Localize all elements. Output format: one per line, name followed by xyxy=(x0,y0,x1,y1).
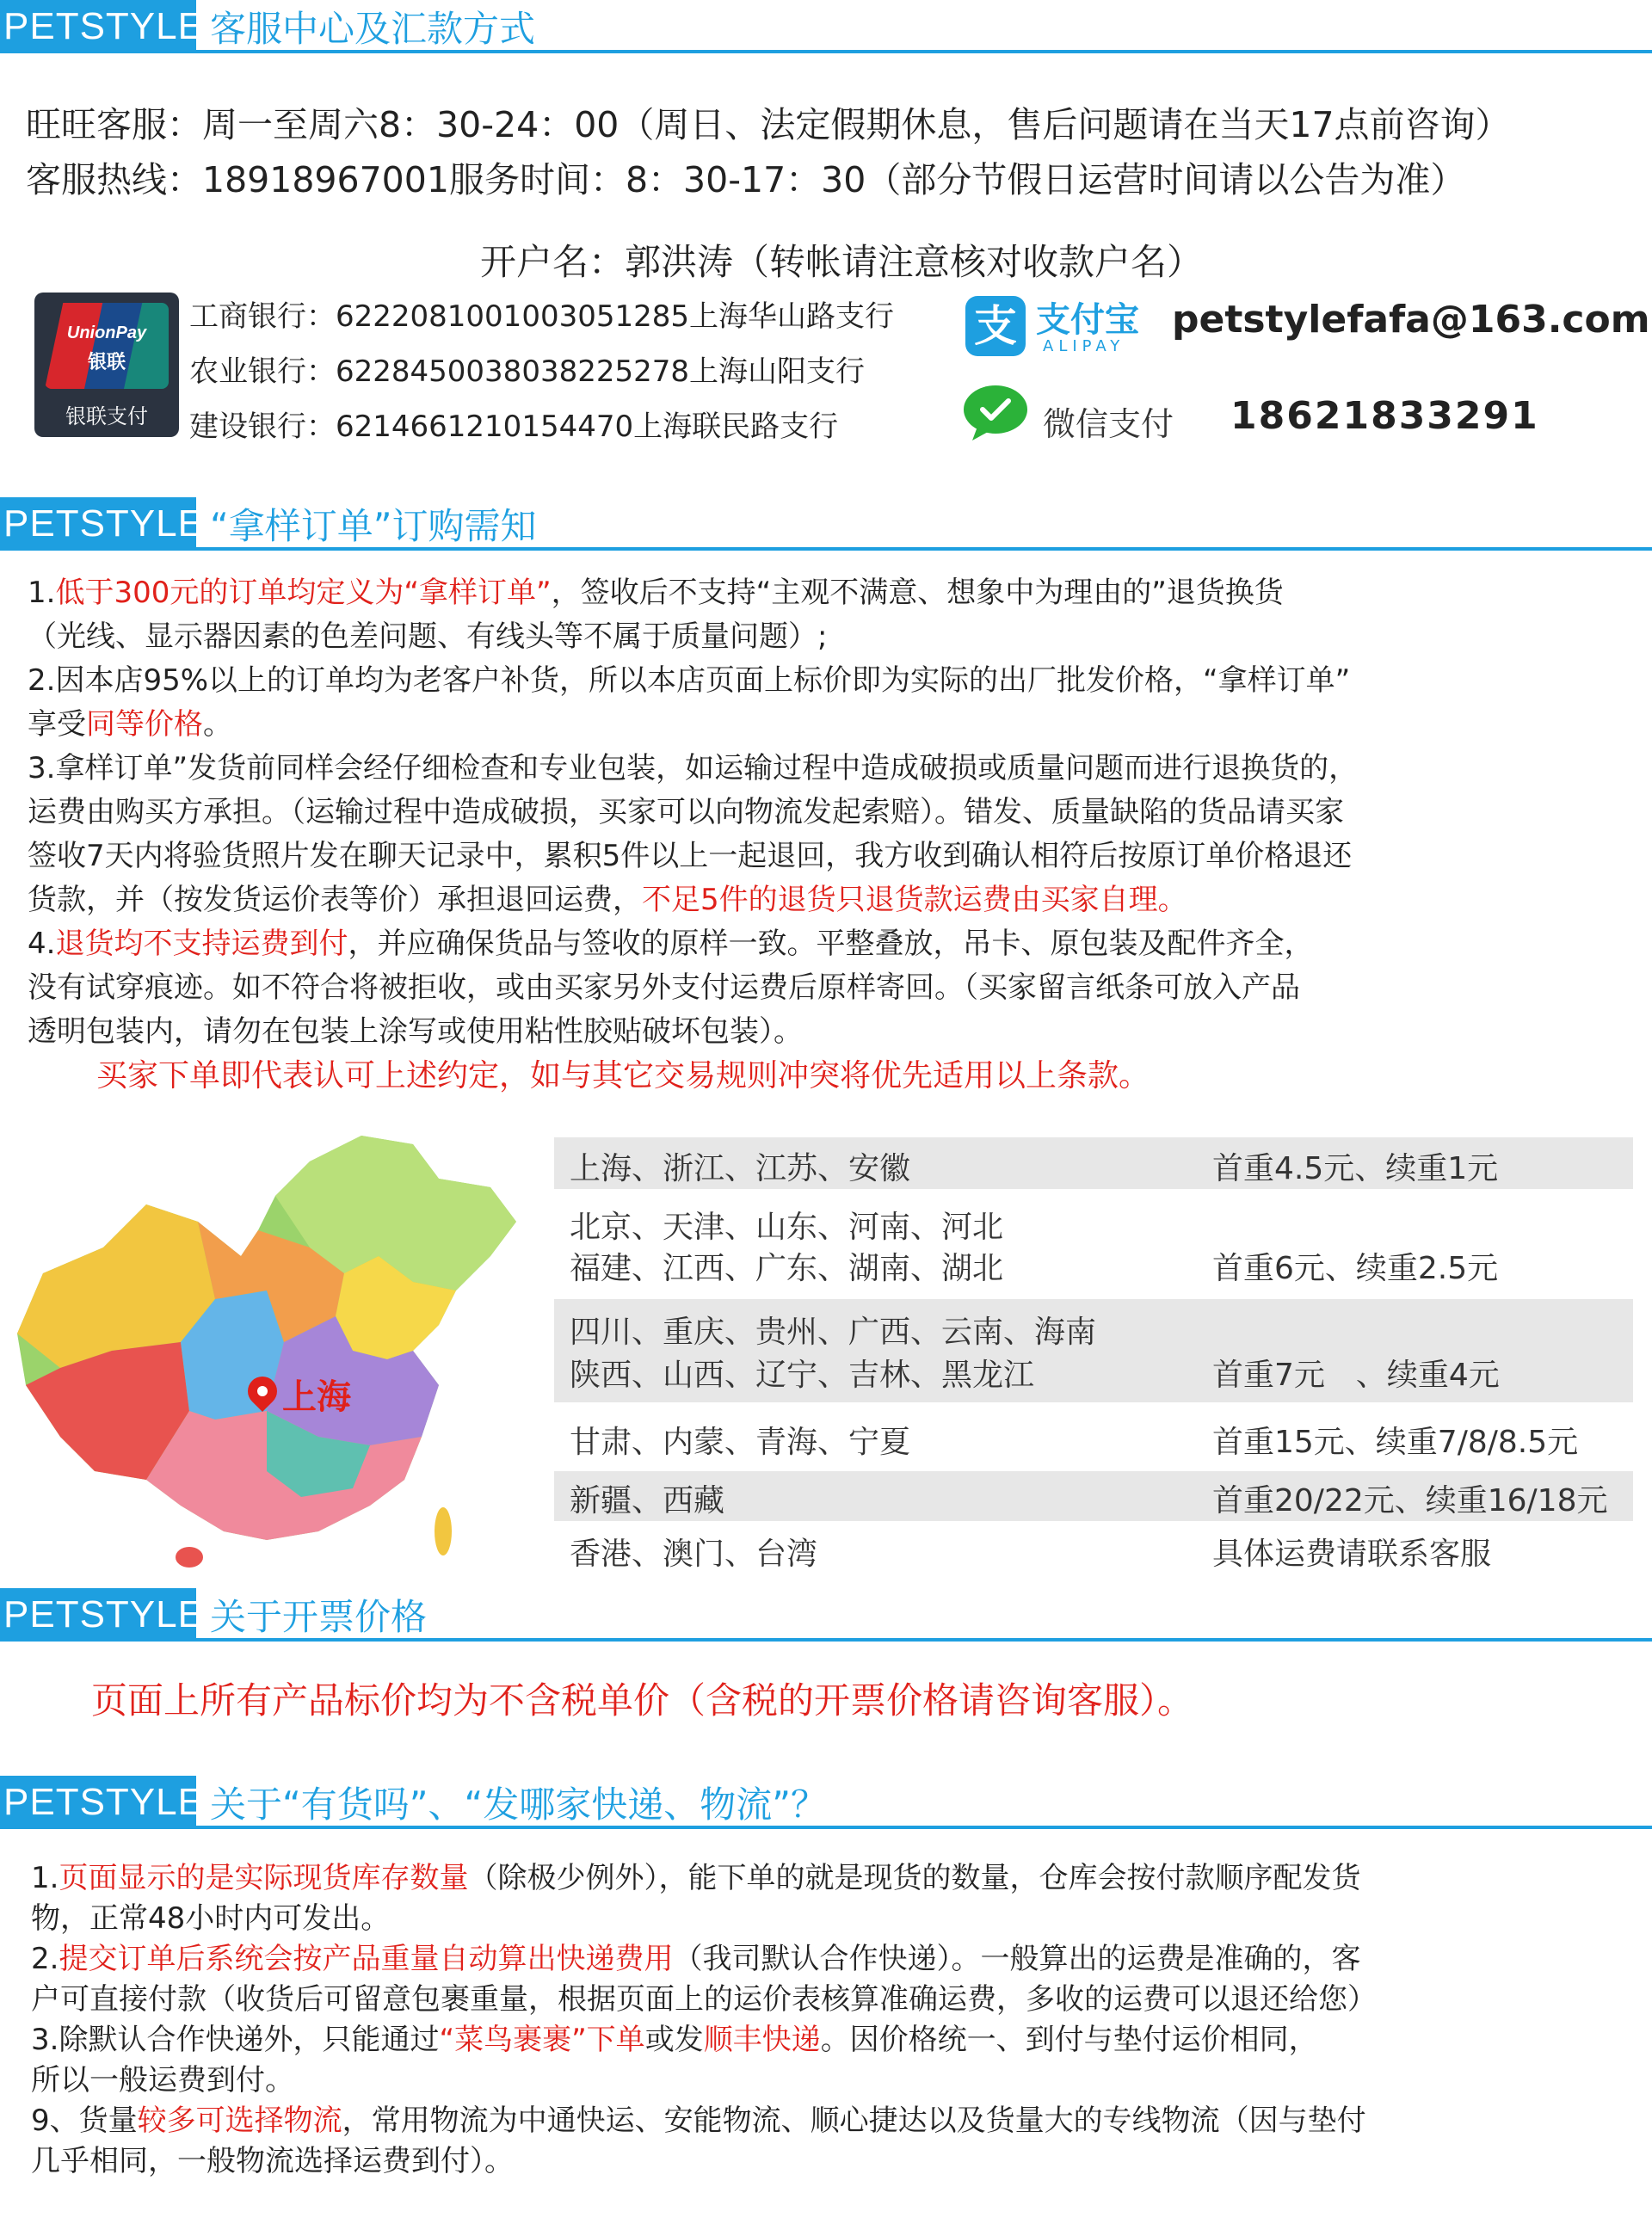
term-line: 所以一般运费到付。 xyxy=(31,2063,294,2097)
stock-shipping-terms xyxy=(31,1858,1649,2182)
term-line: 签收7天内将验货照片发在聊天记录中，累积5件以上一起退回，我方收到确认相符后按原订单价格退还 xyxy=(28,839,1353,873)
alipay-account: petstylefafa@163.com xyxy=(1172,298,1650,342)
shipping-rate-row: 香港、澳门、台湾 具体运费请联系客服 xyxy=(570,1537,1492,1572)
unionpay-logo xyxy=(34,293,179,437)
hotline-text: 客服热线：18918967001服务时间：8：30-17：30（部分节假日运营时间请以公告为准） xyxy=(26,159,1466,200)
section-title: 关于“有货吗”、“发哪家快递、物流”？ xyxy=(210,1783,828,1826)
term-line: 透明包装内，请勿在包装上涂写或使用粘性胶贴破坏包装）。 xyxy=(28,1014,803,1049)
brand-label: PETSTYLE xyxy=(0,0,196,53)
shipping-rate-row: 上海、浙江、江苏、安徽 首重4.5元、续重1元 xyxy=(554,1137,1633,1189)
section-title: 客服中心及汇款方式 xyxy=(210,8,536,50)
term-line: 几乎相同，一般物流选择运费到付）。 xyxy=(31,2144,514,2178)
term-line: 1.低于300元的订单均定义为“拿样订单”，签收后不支持“主观不满意、想象中为理由的”退货换货 xyxy=(28,576,1284,610)
sample-order-terms xyxy=(28,571,1645,1098)
term-notice: 买家下单即代表认可上述约定，如与其它交易规则冲突将优先适用以上条款。 xyxy=(96,1058,1150,1093)
invoice-note: 页面上所有产品标价均为不含税单价（含税的开票价格请咨询客服）。 xyxy=(91,1679,1194,1722)
bank-account-icbc: 工商银行：6222081001003051285上海华山路支行 xyxy=(189,299,895,334)
wechat-pay-name: 微信支付 xyxy=(1043,405,1174,443)
divider xyxy=(196,50,1652,53)
shipping-rate-row: 北京、天津、山东、河南、河北 福建、江西、广东、湖南、湖北 首重6元、续重2.5元 xyxy=(570,1210,1499,1286)
divider xyxy=(196,547,1652,551)
unionpay-icon: UnionPay 银联 xyxy=(45,303,169,389)
section-header-invoice xyxy=(0,1588,1652,1642)
term-line: 货款，并（按发货运价表等价）承担退回运费，不足5件的退货只退货款运费由买家自理。 xyxy=(28,883,1187,917)
unionpay-caption: 银联支付 xyxy=(65,404,148,428)
china-map xyxy=(9,1127,551,1592)
section-header-sample-order xyxy=(0,497,1652,551)
term-line: 2.因本店95%以上的订单均为老客户补货，所以本店页面上标价即为实际的出厂批发价格，“拿样订单” xyxy=(28,663,1351,698)
wangwang-service-text: 旺旺客服：周一至周六8：30-24：00（周日、法定假期休息，售后问题请在当天17点前咨询） xyxy=(26,104,1511,145)
wechat-account: 18621833291 xyxy=(1230,394,1539,438)
shipping-rate-row: 甘肃、内蒙、青海、宁夏 首重15元、续重7/8/8.5元 xyxy=(570,1425,1579,1460)
brand-label: PETSTYLE xyxy=(0,1776,196,1829)
wechat-icon xyxy=(962,384,1029,439)
term-line: 没有试穿痕迹。如不符合将被拒收，或由买家另外支付运费后原样寄回。（买家留言纸条可放入产品 xyxy=(28,970,1300,1005)
shipping-rate-row: 新疆、西藏 首重20/22元、续重16/18元 xyxy=(554,1471,1633,1521)
term-line: 物，正常48小时内可发出。 xyxy=(31,1901,391,1936)
term-line: 4.退货均不支持运费到付，并应确保货品与签收的原样一致。平整叠放，吊卡、原包装及配件齐全， xyxy=(28,927,1314,961)
divider xyxy=(196,1638,1652,1642)
divider xyxy=(196,1826,1652,1829)
section-header-stock-shipping xyxy=(0,1776,1652,1829)
term-line: 3.拿样订单”发货前同样会经仔细检查和专业包装，如运输过程中造成破损或质量问题而进行退换货的， xyxy=(28,751,1359,785)
term-line: 2.提交订单后系统会按产品重量自动算出快递费用（我司默认合作快递）。一般算出的运费是准确的，客 xyxy=(31,1942,1361,1976)
map-pin-label: 上海 xyxy=(282,1377,351,1417)
section-header-service xyxy=(0,0,1652,53)
brand-label: PETSTYLE xyxy=(0,497,196,551)
section-title: “拿样订单”订购需知 xyxy=(210,505,537,547)
term-line: 户可直接付款（收货后可留意包裹重量，根据页面上的运价表核算准确运费，多收的运费可以退还给您） xyxy=(31,1982,1377,2017)
bank-account-abc: 农业银行：6228450038038225278上海山阳支行 xyxy=(189,354,866,389)
term-line: 9、货量较多可选择物流，常用物流为中通快运、安能物流、顺心捷达以及货量大的专线物流（因与垫付 xyxy=(31,2104,1366,2138)
alipay-sub: ALIPAY xyxy=(1043,337,1125,355)
account-name-text: 开户名：郭洪涛（转帐请注意核对收款户名） xyxy=(480,241,1204,283)
alipay-icon: 支 xyxy=(965,296,1026,356)
section-title: 关于开票价格 xyxy=(210,1596,428,1638)
brand-label: PETSTYLE xyxy=(0,1588,196,1642)
alipay-name: 支付宝 xyxy=(1036,300,1139,340)
term-line: （光线、显示器因素的色差问题、有线头等不属于质量问题）; xyxy=(28,619,828,654)
shipping-rate-row: 四川、重庆、贵州、广西、云南、海南 陕西、山西、辽宁、吉林、黑龙江 首重7元 、续重4元 xyxy=(554,1299,1633,1402)
term-line: 运费由购买方承担。（运输过程中造成破损，买家可以向物流发起索赔）。错发、质量缺陷的货品请买家 xyxy=(28,795,1344,829)
term-line: 1.页面显示的是实际现货库存数量（除极少例外），能下单的就是现货的数量，仓库会按付款顺序配发货 xyxy=(31,1861,1361,1895)
term-line: 享受同等价格。 xyxy=(28,707,232,742)
bank-account-ccb: 建设银行：6214661210154470上海联民路支行 xyxy=(189,410,839,444)
term-line: 3.除默认合作快递外，只能通过“菜鸟裹裹”下单或发顺丰快递。因价格统一、到付与垫付运价相同， xyxy=(31,2023,1318,2057)
